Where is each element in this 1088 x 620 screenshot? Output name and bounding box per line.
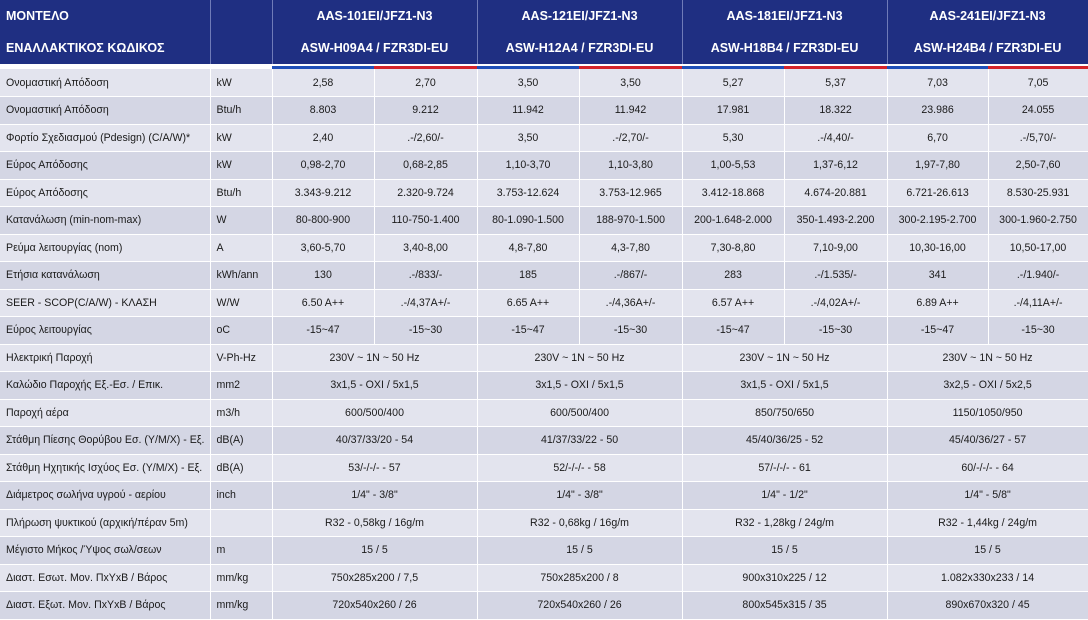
- spec-value: 11.942: [579, 97, 682, 125]
- table-row: [0, 454, 1088, 482]
- spec-unit: kW: [210, 69, 272, 97]
- spec-unit: mm2: [210, 372, 272, 400]
- table-row: [0, 234, 1088, 262]
- spec-value: 1/4" - 3/8": [272, 482, 477, 510]
- spec-unit: m: [210, 537, 272, 565]
- spec-name: Διαστ. Εσωτ. Μον. ΠxΥxΒ / Βάρος: [0, 564, 210, 592]
- spec-value: 6.721-26.613: [887, 179, 988, 207]
- spec-value: 1.082x330x233 / 14: [887, 564, 1088, 592]
- spec-value: 4.674-20.881: [784, 179, 887, 207]
- spec-value: 0,98-2,70: [272, 152, 374, 180]
- spec-value: R32 - 0,68kg / 16g/m: [477, 509, 682, 537]
- spec-value: .-/4,40/-: [784, 124, 887, 152]
- spec-value: 52/-/-/- - 58: [477, 454, 682, 482]
- model-code-1: AAS-101EI/JFZ1-N3: [272, 0, 477, 32]
- spec-name: Παροχή αέρα: [0, 399, 210, 427]
- spec-value: -15~47: [272, 317, 374, 345]
- table-row: [0, 537, 1088, 565]
- spec-value: 3,50: [477, 69, 579, 97]
- spec-value: 6.65 A++: [477, 289, 579, 317]
- spec-name: Ονομαστική Απόδοση: [0, 69, 210, 97]
- model-label: ΜΟΝΤΕΛΟ: [0, 0, 210, 32]
- spec-value: 45/40/36/25 - 52: [682, 427, 887, 455]
- spec-value: 8.803: [272, 97, 374, 125]
- spec-value: 283: [682, 262, 784, 290]
- spec-value: 17.981: [682, 97, 784, 125]
- spec-name: Διάμετρος σωλήνα υγρού - αερίου: [0, 482, 210, 510]
- spec-value: 15 / 5: [887, 537, 1088, 565]
- spec-value: 1,10-3,70: [477, 152, 579, 180]
- spec-unit: oC: [210, 317, 272, 345]
- spec-value: 10,30-16,00: [887, 234, 988, 262]
- spec-name: Καλώδιο Παροχής Εξ.-Εσ. / Επικ.: [0, 372, 210, 400]
- spec-value: 1,97-7,80: [887, 152, 988, 180]
- spec-value: R32 - 0,58kg / 16g/m: [272, 509, 477, 537]
- spec-value: 1/4" - 1/2": [682, 482, 887, 510]
- table-row: [0, 427, 1088, 455]
- header-row-model: [0, 0, 1088, 32]
- spec-value: .-/867/-: [579, 262, 682, 290]
- spec-value: 23.986: [887, 97, 988, 125]
- spec-value: 1,37-6,12: [784, 152, 887, 180]
- spec-value: 720x540x260 / 26: [477, 592, 682, 620]
- spec-value: 2,70: [374, 69, 477, 97]
- spec-value: 7,30-8,80: [682, 234, 784, 262]
- spec-value: 1,00-5,53: [682, 152, 784, 180]
- table-row: [0, 509, 1088, 537]
- spec-value: .-/4,11A+/-: [988, 289, 1088, 317]
- spec-value: R32 - 1,28kg / 24g/m: [682, 509, 887, 537]
- table-row: [0, 482, 1088, 510]
- spec-value: 80-1.090-1.500: [477, 207, 579, 235]
- spec-value: .-/4,36A+/-: [579, 289, 682, 317]
- spec-value: 9.212: [374, 97, 477, 125]
- spec-value: 24.055: [988, 97, 1088, 125]
- spec-value: 10,50-17,00: [988, 234, 1088, 262]
- spec-value: -15~30: [579, 317, 682, 345]
- spec-value: -15~30: [374, 317, 477, 345]
- table-row: [0, 207, 1088, 235]
- spec-unit: kWh/ann: [210, 262, 272, 290]
- spec-value: 800x545x315 / 35: [682, 592, 887, 620]
- spec-value: 230V ~ 1N ~ 50 Hz: [682, 344, 887, 372]
- alt-code-label: ΕΝΑΛΛΑΚΤΙΚΟΣ ΚΩΔΙΚΟΣ: [0, 32, 210, 64]
- spec-value: .-/4,02A+/-: [784, 289, 887, 317]
- spec-value: 3.753-12.624: [477, 179, 579, 207]
- spec-value: 5,37: [784, 69, 887, 97]
- spec-name: Διαστ. Εξωτ. Μον. ΠxΥxΒ / Βάρος: [0, 592, 210, 620]
- spec-value: 300-2.195-2.700: [887, 207, 988, 235]
- spec-value: 3.753-12.965: [579, 179, 682, 207]
- spec-value: 15 / 5: [477, 537, 682, 565]
- spec-unit: [210, 509, 272, 537]
- spec-value: 3,50: [579, 69, 682, 97]
- table-row: [0, 317, 1088, 345]
- spec-value: 15 / 5: [682, 537, 887, 565]
- spec-name: Πλήρωση ψυκτικού (αρχική/πέραν 5m): [0, 509, 210, 537]
- spec-name: Στάθμη Ηχητικής Ισχύος Εσ. (Υ/Μ/Χ) - Εξ.: [0, 454, 210, 482]
- spec-unit: mm/kg: [210, 564, 272, 592]
- spec-value: 3x1,5 - ΟΧΙ / 5x1,5: [477, 372, 682, 400]
- spec-value: 2,50-7,60: [988, 152, 1088, 180]
- spec-value: 2,58: [272, 69, 374, 97]
- spec-value: 8.530-25.931: [988, 179, 1088, 207]
- spec-value: 230V ~ 1N ~ 50 Hz: [887, 344, 1088, 372]
- spec-unit: m3/h: [210, 399, 272, 427]
- spec-value: 0,68-2,85: [374, 152, 477, 180]
- spec-value: 750x285x200 / 8: [477, 564, 682, 592]
- spec-value: 3,50: [477, 124, 579, 152]
- spec-value: 45/40/36/27 - 57: [887, 427, 1088, 455]
- spec-value: 750x285x200 / 7,5: [272, 564, 477, 592]
- spec-unit: W: [210, 207, 272, 235]
- table-row: [0, 344, 1088, 372]
- spec-unit: Btu/h: [210, 179, 272, 207]
- header-row-alt-code: [0, 32, 1088, 64]
- model-code-2: AAS-121EI/JFZ1-N3: [477, 0, 682, 32]
- spec-name: Ρεύμα λειτουργίας (nom): [0, 234, 210, 262]
- spec-value: -15~30: [784, 317, 887, 345]
- spec-value: -15~47: [477, 317, 579, 345]
- spec-value: 80-800-900: [272, 207, 374, 235]
- table-row: [0, 124, 1088, 152]
- spec-unit: W/W: [210, 289, 272, 317]
- spec-value: .-/2,60/-: [374, 124, 477, 152]
- spec-value: 110-750-1.400: [374, 207, 477, 235]
- table-row: [0, 179, 1088, 207]
- spec-value: 850/750/650: [682, 399, 887, 427]
- spec-value: -15~47: [682, 317, 784, 345]
- spec-value: 890x670x320 / 45: [887, 592, 1088, 620]
- spec-value: 600/500/400: [477, 399, 682, 427]
- spec-value: 230V ~ 1N ~ 50 Hz: [477, 344, 682, 372]
- spec-unit: dB(A): [210, 427, 272, 455]
- spec-name: Ηλεκτρική Παροχή: [0, 344, 210, 372]
- spec-name: Εύρος Απόδοσης: [0, 152, 210, 180]
- spec-value: 230V ~ 1N ~ 50 Hz: [272, 344, 477, 372]
- spec-unit: kW: [210, 124, 272, 152]
- table-row: [0, 152, 1088, 180]
- spec-value: 1,10-3,80: [579, 152, 682, 180]
- spec-unit: inch: [210, 482, 272, 510]
- model-code-4: AAS-241EI/JFZ1-N3: [887, 0, 1088, 32]
- spec-value: 40/37/33/20 - 54: [272, 427, 477, 455]
- spec-value: 3,60-5,70: [272, 234, 374, 262]
- spec-value: .-/1.535/-: [784, 262, 887, 290]
- spec-value: 185: [477, 262, 579, 290]
- spec-value: 188-970-1.500: [579, 207, 682, 235]
- spec-unit: dB(A): [210, 454, 272, 482]
- spec-unit: Btu/h: [210, 97, 272, 125]
- spec-unit: V-Ph-Hz: [210, 344, 272, 372]
- spec-name: Ονομαστική Απόδοση: [0, 97, 210, 125]
- spec-value: .-/1.940/-: [988, 262, 1088, 290]
- table-row: [0, 97, 1088, 125]
- spec-value: 7,05: [988, 69, 1088, 97]
- table-row: [0, 564, 1088, 592]
- spec-value: 3,40-8,00: [374, 234, 477, 262]
- spec-value: R32 - 1,44kg / 24g/m: [887, 509, 1088, 537]
- table-row: [0, 289, 1088, 317]
- spec-value: 900x310x225 / 12: [682, 564, 887, 592]
- spec-value: 7,03: [887, 69, 988, 97]
- spec-value: .-/5,70/-: [988, 124, 1088, 152]
- spec-value: 53/-/-/- - 57: [272, 454, 477, 482]
- table-row: [0, 262, 1088, 290]
- spec-name: Μέγιστο Μήκος /Ύψος σωλ/σεων: [0, 537, 210, 565]
- spec-value: 11.942: [477, 97, 579, 125]
- spec-value: 5,30: [682, 124, 784, 152]
- spec-value: .-/833/-: [374, 262, 477, 290]
- spec-value: 41/37/33/22 - 50: [477, 427, 682, 455]
- spec-unit: mm/kg: [210, 592, 272, 620]
- table-row: [0, 372, 1088, 400]
- spec-value: 3x1,5 - ΟΧΙ / 5x1,5: [272, 372, 477, 400]
- header-unit-blank: [210, 0, 272, 32]
- spec-value: 4,3-7,80: [579, 234, 682, 262]
- spec-value: 341: [887, 262, 988, 290]
- spec-value: -15~47: [887, 317, 988, 345]
- table-row: [0, 399, 1088, 427]
- spec-value: 350-1.493-2.200: [784, 207, 887, 235]
- alt-code-4: ASW-H24B4 / FZR3DI-EU: [887, 32, 1088, 64]
- spec-value: 4,8-7,80: [477, 234, 579, 262]
- spec-unit: kW: [210, 152, 272, 180]
- spec-value: .-/4,37A+/-: [374, 289, 477, 317]
- spec-value: 6.50 A++: [272, 289, 374, 317]
- spec-value: 6.57 A++: [682, 289, 784, 317]
- spec-value: 1/4" - 5/8": [887, 482, 1088, 510]
- spec-unit: A: [210, 234, 272, 262]
- spec-name: Εύρος Απόδοσης: [0, 179, 210, 207]
- spec-name: SEER - SCOP(C/A/W) - ΚΛΑΣΗ: [0, 289, 210, 317]
- spec-name: Κατανάλωση (min-nom-max): [0, 207, 210, 235]
- spec-value: 200-1.648-2.000: [682, 207, 784, 235]
- spec-value: 6.89 A++: [887, 289, 988, 317]
- spec-value: 130: [272, 262, 374, 290]
- spec-value: 3x1,5 - ΟΧΙ / 5x1,5: [682, 372, 887, 400]
- spec-value: 720x540x260 / 26: [272, 592, 477, 620]
- spec-name: Φορτίο Σχεδιασμού (Pdesign) (C/A/W)*: [0, 124, 210, 152]
- model-code-3: AAS-181EI/JFZ1-N3: [682, 0, 887, 32]
- alt-code-1: ASW-H09A4 / FZR3DI-EU: [272, 32, 477, 64]
- spec-value: 300-1.960-2.750: [988, 207, 1088, 235]
- spec-value: 15 / 5: [272, 537, 477, 565]
- spec-value: 600/500/400: [272, 399, 477, 427]
- spec-value: .-/2,70/-: [579, 124, 682, 152]
- spec-value: 57/-/-/- - 61: [682, 454, 887, 482]
- spec-value: 1150/1050/950: [887, 399, 1088, 427]
- spec-value: 60/-/-/- - 64: [887, 454, 1088, 482]
- spec-value: 6,70: [887, 124, 988, 152]
- spec-value: 1/4" - 3/8": [477, 482, 682, 510]
- alt-code-2: ASW-H12A4 / FZR3DI-EU: [477, 32, 682, 64]
- table-row: [0, 69, 1088, 97]
- spec-value: 2.320-9.724: [374, 179, 477, 207]
- spec-value: 3x2,5 - ΟΧΙ / 5x2,5: [887, 372, 1088, 400]
- header-unit-blank: [210, 32, 272, 64]
- spec-name: Ετήσια κατανάλωση: [0, 262, 210, 290]
- spec-name: Εύρος λειτουργίας: [0, 317, 210, 345]
- spec-value: 7,10-9,00: [784, 234, 887, 262]
- spec-value: 3.412-18.868: [682, 179, 784, 207]
- spec-value: 5,27: [682, 69, 784, 97]
- spec-name: Στάθμη Πίεσης Θορύβου Εσ. (Υ/Μ/Χ) - Εξ.: [0, 427, 210, 455]
- alt-code-3: ASW-H18B4 / FZR3DI-EU: [682, 32, 887, 64]
- spec-body: [0, 69, 1088, 619]
- spec-value: 18.322: [784, 97, 887, 125]
- spec-value: 2,40: [272, 124, 374, 152]
- spec-value: 3.343-9.212: [272, 179, 374, 207]
- spec-value: -15~30: [988, 317, 1088, 345]
